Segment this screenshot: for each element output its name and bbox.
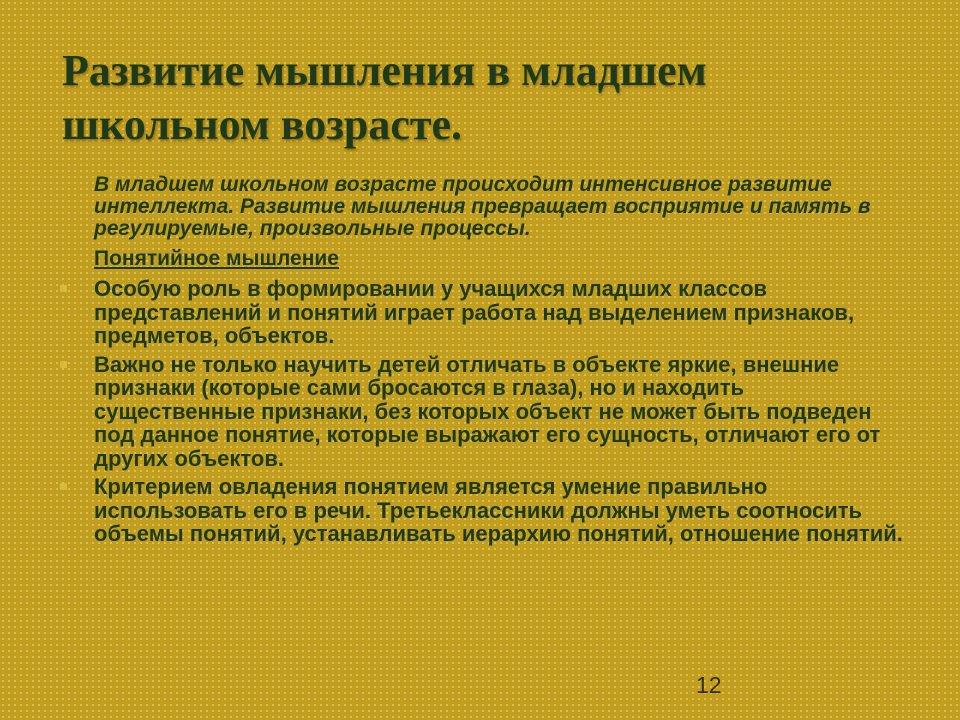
bullet-square-icon: [60, 285, 67, 292]
bullet-item-text: Важно не только научить детей отличать в объекте яркие, внешние признаки (которые сами бросаются в глаза), но и находить существенные признаки, без которых объект не может быть подведен под данное понятие, которые выражают его сущность, отличают его от других объектов.: [94, 351, 881, 471]
bullet-item: [94, 353, 904, 471]
slide-title: Развитие мышления в младшем школьном возрасте.: [62, 46, 707, 149]
page-number: 12: [696, 672, 722, 698]
section-heading-text: Понятийное мышление: [94, 247, 339, 270]
bullet-item-text: Критерием овладения понятием является умение правильно использовать его в речи. Третьеклассники должны уметь соотносить объемы понятий, устанавливать иерархию понятий, отношение понятий.: [94, 474, 903, 546]
intro-paragraph: [94, 174, 904, 240]
bullet-item: [94, 277, 904, 348]
section-heading: [94, 247, 904, 271]
bullet-item: [94, 475, 904, 546]
slide-content-list: [94, 174, 904, 551]
intro-paragraph-text: В младшем школьном возрасте происходит интенсивное развитие интеллекта. Развитие мышления превращает восприятие и память в регулируемые, произвольные процессы.: [94, 173, 871, 240]
bullet-item-text: Особую роль в формировании у учащихся младших классов представлений и понятий играет работа над выделением признаков, предметов, объектов.: [94, 276, 855, 348]
bullet-square-icon: [60, 483, 67, 490]
bullet-square-icon: [60, 361, 67, 368]
